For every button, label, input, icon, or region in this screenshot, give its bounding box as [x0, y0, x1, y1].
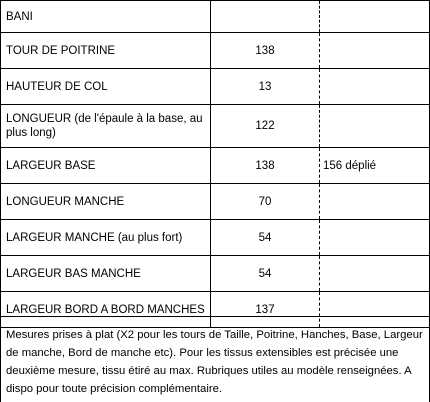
row-label-longueur-manche: LONGUEUR MANCHE [1, 184, 211, 220]
row-note-largeur-base: 156 déplié [320, 148, 430, 184]
row-note-largeur-bas-manche [320, 256, 430, 292]
row-note-longueur [320, 105, 430, 148]
table-row [1, 69, 430, 105]
row-note-longueur-manche [320, 184, 430, 220]
table-row [1, 148, 430, 184]
row-label-longueur: LONGUEUR (de l'épaule à la base, au plus long) [1, 105, 211, 148]
footer-note: Mesures prises à plat (X2 pour les tours de Taille, Poitrine, Hanches, Base, Largeur de manche, Bord de manche etc). Pour les tissus extensibles est précisée une deuxième mesure, tissu étiré au max. Rubriques utiles au modèle renseignées. A dispo pour toute précision complémentaire. [0, 316, 430, 402]
row-value-longueur-manche: 70 [211, 184, 320, 220]
row-note-bani [320, 1, 430, 33]
row-value-tour-de-poitrine: 138 [211, 33, 320, 69]
row-value-largeur-base: 138 [211, 148, 320, 184]
row-value-largeur-bord-a-bord: 137 [211, 292, 320, 328]
row-value-hauteur-de-col: 13 [211, 69, 320, 105]
row-value-largeur-manche: 54 [211, 220, 320, 256]
row-note-tour-de-poitrine [320, 33, 430, 69]
row-label-largeur-base: LARGEUR BASE [1, 148, 211, 184]
row-label-hauteur-de-col: HAUTEUR DE COL [1, 69, 211, 105]
table-row [1, 220, 430, 256]
table-row [1, 105, 430, 148]
row-label-bani: BANI [1, 1, 211, 33]
row-label-largeur-manche: LARGEUR MANCHE (au plus fort) [1, 220, 211, 256]
row-value-largeur-bas-manche: 54 [211, 256, 320, 292]
row-label-largeur-bas-manche: LARGEUR BAS MANCHE [1, 256, 211, 292]
table-row [1, 184, 430, 220]
row-value-longueur: 122 [211, 105, 320, 148]
row-label-largeur-bord-a-bord: LARGEUR BORD A BORD MANCHES [1, 292, 211, 328]
row-note-largeur-manche [320, 220, 430, 256]
table-row [1, 256, 430, 292]
table-row [1, 1, 430, 33]
row-note-hauteur-de-col [320, 69, 430, 105]
table-row [1, 33, 430, 69]
row-value-bani [211, 1, 320, 33]
row-label-tour-de-poitrine: TOUR DE POITRINE [1, 33, 211, 69]
